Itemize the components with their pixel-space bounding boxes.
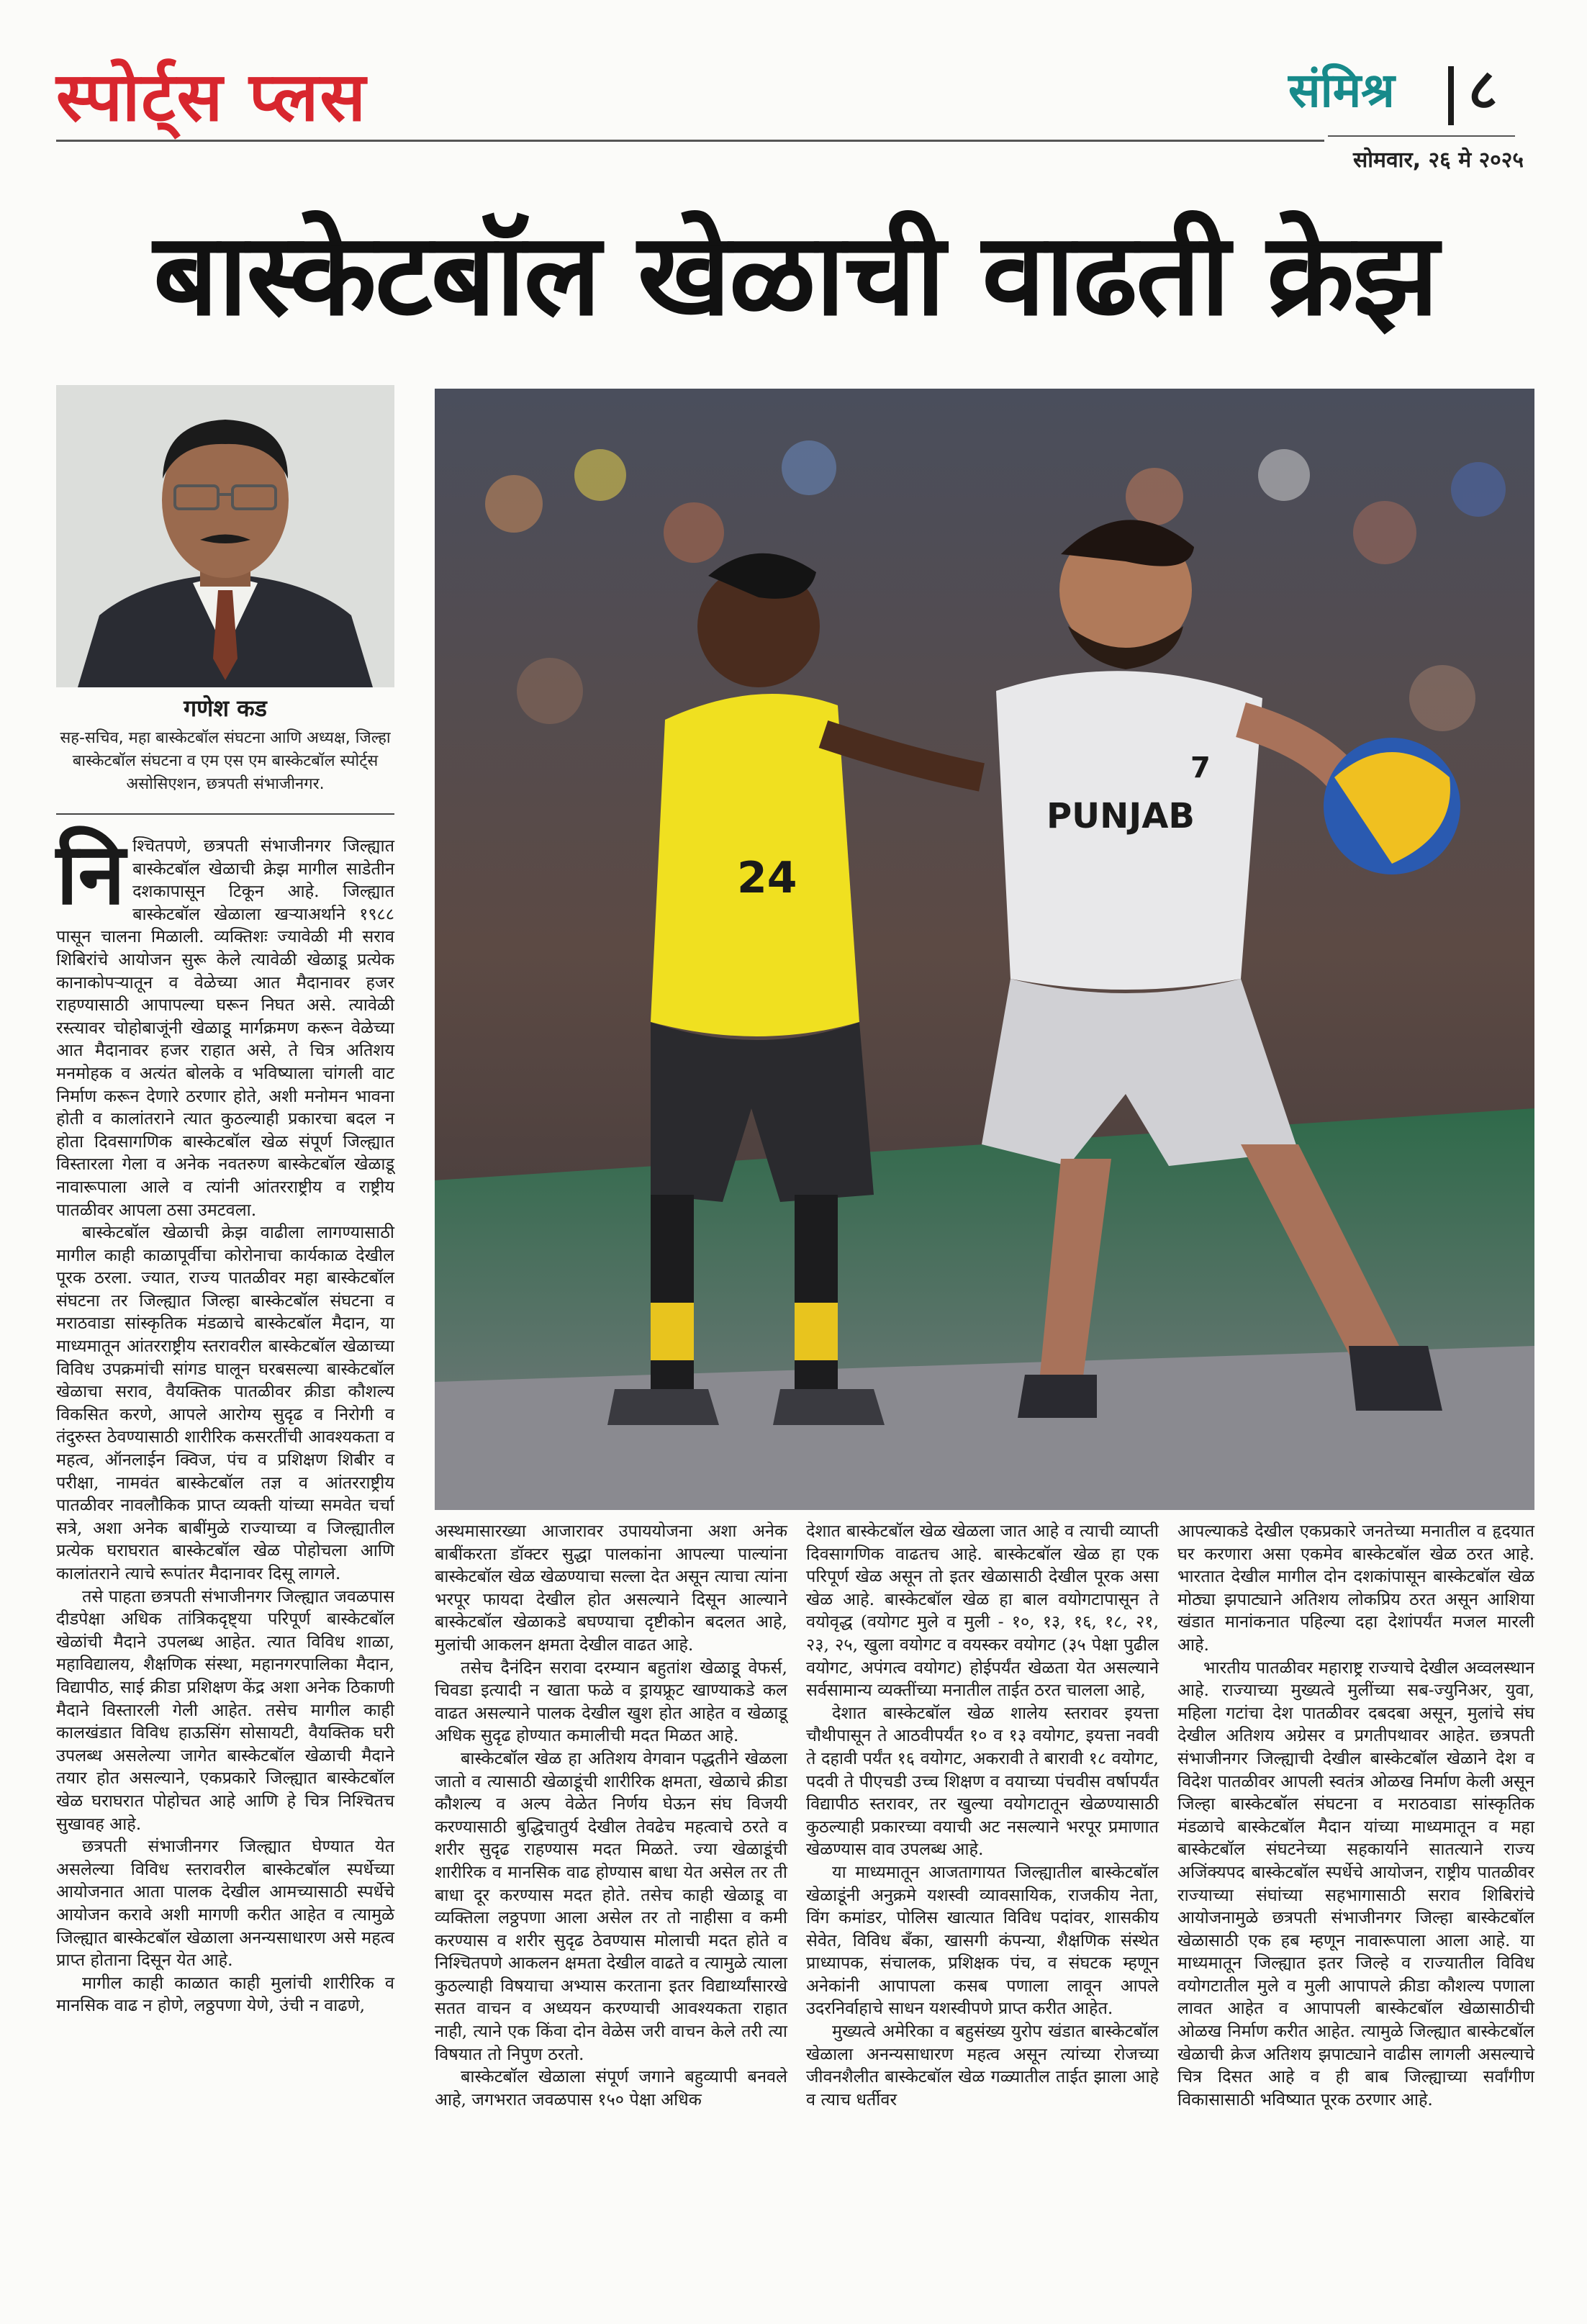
basketball-action-image	[435, 389, 1534, 1510]
paper-name: संमिश्र	[1288, 62, 1395, 118]
article-paragraph: तसे पाहता छत्रपती संभाजीनगर जिल्ह्यात जवळपास दीडपेक्षा अधिक तांत्रिकदृष्ट्या परिपूर्ण बास्केटबॉल खेळांची मैदाने उपलब्ध आहेत. त्यात विविध शाळा, महाविद्यालय, शैक्षणिक संस्था, महानगरपालिका मैदान, विद्यापीठ, साई क्रीडा प्रशिक्षण केंद्र अशा अनेक ठिकाणी मैदाने विस्तारली गेली आहेत. तसेच मागील काही कालखंडात विविध हाऊसिंग सोसायटी, वैयक्तिक घरी उपलब्ध असलेल्या जागेत बास्केटबॉल खेळाची मैदाने तयार होत असल्याने, एकप्रकारे जिल्ह्यात बास्केटबॉल खेळ घराघरात पोहोचत आहे आणि हे चित्र निश्चितच सुखावह आहे.	[56, 1586, 394, 1834]
author-bio: सह-सचिव, महा बास्केटबॉल संघटना आणि अध्यक्ष, जिल्हा बास्केटबॉल संघटना व एम एस एम बास्केटबॉल स्पोर्ट्स असोसिएशन, छत्रपती संभाजीनगर.	[60, 729, 391, 793]
author-portrait-image	[56, 385, 394, 687]
author-name: गणेश कड	[184, 695, 267, 722]
article-column-3	[806, 1520, 1159, 2111]
masthead-rule-right	[1328, 135, 1515, 137]
masthead-divider	[1448, 66, 1454, 125]
issue-date: सोमवार, २६ मे २०२५	[1353, 148, 1524, 173]
article-column-4	[1177, 1520, 1534, 2111]
article-paragraph: छत्रपती संभाजीनगर जिल्ह्यात घेण्यात येत असलेल्या विविध स्तरावरील बास्केटबॉल स्पर्धेच्या आयोजनात आता पालक देखील आमच्यासाठी स्पर्धेचे आयोजन करावे अशी मागणी करीत आहेत व त्यामुळे जिल्ह्यात बास्केटबॉल खेळाला अनन्यसाधारण असे महत्व प्राप्त होताना दिसून येत आहे.	[56, 1836, 394, 1971]
article-paragraph: बास्केटबॉल खेळाची क्रेझ वाढीला लागण्यासाठी मागील काही काळापूर्वीचा कोरोनाचा कार्यकाळ देखील पूरक ठरला. ज्यात, राज्य पातळीवर महा बास्केटबॉल संघटना तर जिल्ह्यात जिल्हा बास्केटबॉल संघटना व मराठवाडा सांस्कृतिक मंडळाचे बास्केटबॉल मैदान, या माध्यमातून आंतरराष्ट्रीय स्तरावरील बास्केटबॉल खेळाच्या विविध उपक्रमांची सांगड घालून घरबसल्या बास्केटबॉल खेळाचा सराव, वैयक्तिक पातळीवर क्रीडा कौशल्य विकसित करणे, आपले आरोग्य सुदृढ व निरोगी व तंदुरुस्त ठेवण्यासाठी शारीरिक कसरतींची आवश्यकता व महत्व, ऑनलाईन क्विज, पंच व प्रशिक्षण शिबीर व परीक्षा, नामवंत बास्केटबॉल तज्ञ व आंतरराष्ट्रीय पातळीवर नावलौकिक प्राप्त व्यक्ती यांच्या समवेत चर्चा सत्रे, अशा अनेक बाबींमुळे राज्याच्या व जिल्ह्यातील प्रत्येक घराघरात बास्केटबॉल खेळ पोहोचला आणि कालांतराने त्याचे रूपांतर मैदानावर दिसू लागले.	[56, 1222, 394, 1583]
article-paragraph: मागील काही काळात काही मुलांची शारीरिक व मानसिक वाढ न होणे, लठ्ठपणा येणे, उंची न वाढणे,	[56, 1972, 394, 2016]
headline: बास्केटबॉल खेळाची वाढती क्रेझ	[153, 209, 1437, 341]
drop-cap: नि	[56, 823, 126, 923]
article-paragraph: बास्केटबॉल खेळाला संपूर्ण जगाने बहुव्यापी बनवले आहे, जगभरात जवळपास १५० पेक्षा अधिक	[435, 2066, 787, 2110]
article-paragraph: भारतीय पातळीवर महाराष्ट्र राज्याचे देखील अव्वलस्थान आहे. राज्याच्या मुख्यत्वे मुलींच्या सब-ज्युनिअर, युवा, महिला गटांचा देश पातळीवर दबदबा असून, मुलांचे संघ देखील अतिशय अग्रेसर व प्रगतीपथावर आहेत. छत्रपती संभाजीनगर जिल्ह्याची देखील बास्केटबॉल खेळाने देश व विदेश पातळीवर आपली स्वतंत्र ओळख निर्माण केली असून जिल्हा बास्केटबॉल संघटना व मराठवाडा सांस्कृतिक मंडळाचे बास्केटबॉल मैदान यांच्या माध्यमातून व महा बास्केटबॉल संघटनेच्या सहकार्याने सातत्याने राज्य अजिंक्यपद बास्केटबॉल स्पर्धेचे आयोजन, राष्ट्रीय पातळीवर राज्याच्या संघांच्या सहभागासाठी सराव शिबिरांचे आयोजनामुळे छत्रपती संभाजीनगर जिल्हा बास्केटबॉल खेळासाठी एक हब म्हणून नावारूपाला आला आहे. या माध्यमातून जिल्ह्यात इतर जिल्हे व राज्यातील विविध वयोगटातील मुले व मुली आपापले क्रीडा कौशल्य पणाला लावत आहेत व आपापली बास्केटबॉल खेळासाठीची ओळख निर्माण करीत आहेत. त्यामुळे जिल्ह्यात बास्केटबॉल खेळाची क्रेज अतिशय झपाट्याने वाढीस लागली असल्याचे चित्र दिसत आहे व ही बाब जिल्ह्याच्या सर्वांगीण विकासासाठी भविष्यात पूरक ठरणार आहे.	[1177, 1657, 1534, 2110]
article-paragraph: देशात बास्केटबॉल खेळ खेळला जात आहे व त्याची व्याप्ती दिवसागणिक वाढतच आहे. बास्केटबॉल खेळ हा एक परिपूर्ण खेळ असून तो इतर खेळासाठी देखील पूरक असा खेळ आहे. बास्केटबॉल खेळ हा बाल वयोगटापासून ते वयोवृद्ध (वयोगट मुले व मुली - १०, १३, १६, १८, २१, २३, २५, खुला वयोगट व वयस्कर वयोगट (३५ पेक्षा पुढील वयोगट, अपंगत्व वयोगट) होईपर्यंत खेळता येत असल्याने सर्वसामान्य व्यक्तींच्या मनातील ताईत ठरत चालला आहे,	[806, 1521, 1159, 1701]
jersey-number-right: 7	[1190, 751, 1211, 785]
main-photo	[435, 389, 1534, 1510]
jersey-team-right: PUNJAB	[1046, 796, 1195, 836]
article-column-2	[435, 1520, 787, 2111]
jersey-number-left: 24	[737, 853, 797, 903]
masthead-rule	[56, 140, 1324, 142]
page-number: ८	[1468, 57, 1498, 122]
article-paragraph: तसेच दैनंदिन सरावा दरम्यान बहुतांश खेळाडू वेफर्स, चिवडा इत्यादी न खाता फळे व ड्रायफ्रूट खाण्याकडे कल वाढत असल्याने पालक देखील खुश होत आहेत व खेळाडू अधिक सुदृढ होण्यात कमालीची मदत मिळत आहे.	[435, 1657, 787, 1746]
article-paragraph: देशात बास्केटबॉल खेळ शालेय स्तरावर इयत्ता चौथीपासून ते आठवीपर्यंत १० व १३ वयोगट, इयत्ता नववी ते दहावी पर्यंत १६ वयोगट, अकरावी ते बारावी १८ वयोगट, पदवी ते पीएचडी उच्च शिक्षण व वयाच्या पंचवीस वर्षापर्यंत विद्यापीठ स्तरावर, तर खुल्या वयोगटातून खेळण्यासाठी कुठल्याही प्रकारच्या वयाची अट नसल्याने भरपूर प्रमाणात खेळण्यास वाव उपलब्ध आहे.	[806, 1702, 1159, 1860]
article-paragraph: श्चितपणे, छत्रपती संभाजीनगर जिल्ह्यात बास्केटबॉल खेळाची क्रेझ मागील साडेतीन दशकापासून टिकून आहे. जिल्ह्यात बास्केटबॉल खेळाला खऱ्याअर्थाने १९८८ पासून चालना मिळाली. व्यक्तिशः ज्यावेळी मी सराव शिबिरांचे आयोजन सुरू केले त्यावेळी खेळाडू प्रत्येक कानाकोपऱ्यातून व वेळेच्या आत मैदानावर हजर राहण्यासाठी आपापल्या घरून निघत असे. त्यावेळी रस्त्यावर चोहोबाजूंनी खेळाडू मार्गक्रमण करून वेळेच्या आत मैदानावर हजर राहात असे, ते चित्र अतिशय मनमोहक व अत्यंत बोलके व भविष्याला चांगली वाट निर्माण करून देणारे ठरणार होते, अशी मनोमन भावना होती व कालांतराने त्यात कुठल्याही प्रकारचा बदल न होता दिवसागणिक बास्केटबॉल खेळ संपूर्ण जिल्ह्यात विस्तारला गेला व अनेक नवतरुण बास्केटबॉल खेळाडू नावारूपाला आले व त्यांनी आंतरराष्ट्रीय व राष्ट्रीय पातळीवर आपला ठसा उमटवला.	[56, 836, 394, 1220]
article-paragraph: अस्थमासारख्या आजारावर उपाययोजना अशा अनेक बाबींकरता डॉक्टर सुद्धा पालकांना आपल्या पाल्यांना बास्केटबॉल खेळ खेळण्याचा सल्ला देत असून त्याचा त्यांना भरपूर फायदा देखील होत असल्याने दिसून आल्याने बास्केटबॉल खेळाकडे बघण्याचा दृष्टीकोन बदलत आहे, मुलांची आकलन क्षमता देखील वाढत आहे.	[435, 1521, 787, 1655]
author-rule	[56, 813, 394, 815]
article-paragraph: बास्केटबॉल खेळ हा अतिशय वेगवान पद्धतीने खेळला जातो व त्यासाठी खेळाडूंची शारीरिक क्षमता, खेळाचे क्रीडा कौशल्य व अल्प वेळेत निर्णय घेऊन संघ विजयी करण्यासाठी बुद्धिचातुर्य देखील तेवढेच महत्वाचे ठरते व शरीर सुदृढ राहण्यास मदत मिळते. ज्या खेळाडूंची शारीरिक व मानसिक वाढ होण्यास बाधा येत असेल तर ती बाधा दूर करण्यास मदत होते. तसेच काही खेळाडू वा व्यक्तिला लठ्ठपणा आला असेल तर तो नाहीसा व कमी करण्यास व शरीर सुदृढ ठेवण्यास मोलाची मदत होते व निश्चितपणे आकलन क्षमता देखील वाढते व त्यामुळे त्याला कुठल्याही विषयाचा अभ्यास करताना इतर विद्यार्थ्यांसारखे सतत वाचन व अध्ययन करण्याची आवश्यकता राहात नाही, त्याने एक किंवा दोन वेळेस जरी वाचन केले तरी त्या विषयात तो निपुण ठरतो.	[435, 1747, 787, 2064]
article-column-1	[56, 823, 394, 2017]
article-paragraph: आपल्याकडे देखील एकप्रकारे जनतेच्या मनातील व हृदयात घर करणारा असा एकमेव बास्केटबॉल खेळ ठरत आहे. भारतात देखील मागील दोन दशकांपासून बास्केटबॉल खेळ मोठ्या झपाट्याने अतिशय लोकप्रिय ठरत असून आशिया खंडात मानांकनात पहिल्या दहा देशांपर्यंत मजल मारली आहे.	[1177, 1521, 1534, 1655]
article-paragraph: या माध्यमातून आजतागायत जिल्ह्यातील बास्केटबॉल खेळाडूंनी अनुक्रमे यशस्वी व्यावसायिक, राजकीय नेता, विंग कमांडर, पोलिस खात्यात विविध पदांवर, शासकीय सेवेत, विविध बँका, खासगी कंपन्या, शैक्षणिक संस्थेत प्राध्यापक, संचालक, प्रशिक्षक पंच, व संघटक म्हणून अनेकांनी आपापला कसब पणाला लावून आपले उदरनिर्वाहाचे साधन यशस्वीपणे प्राप्त करीत आहेत.	[806, 1861, 1159, 2019]
section-title: स्पोर्ट्स प्लस	[56, 58, 367, 137]
article-paragraph: मुख्यत्वे अमेरिका व बहुसंख्य युरोप खंडात बास्केटबॉल खेळाला अनन्यसाधारण महत्व असून त्यांच्या रोजच्या जीवनशैलीत बास्केटबॉल खेळ गळ्यातील ताईत झाला आहे व त्याच धर्तीवर	[806, 2021, 1159, 2110]
author-photo	[56, 385, 394, 687]
